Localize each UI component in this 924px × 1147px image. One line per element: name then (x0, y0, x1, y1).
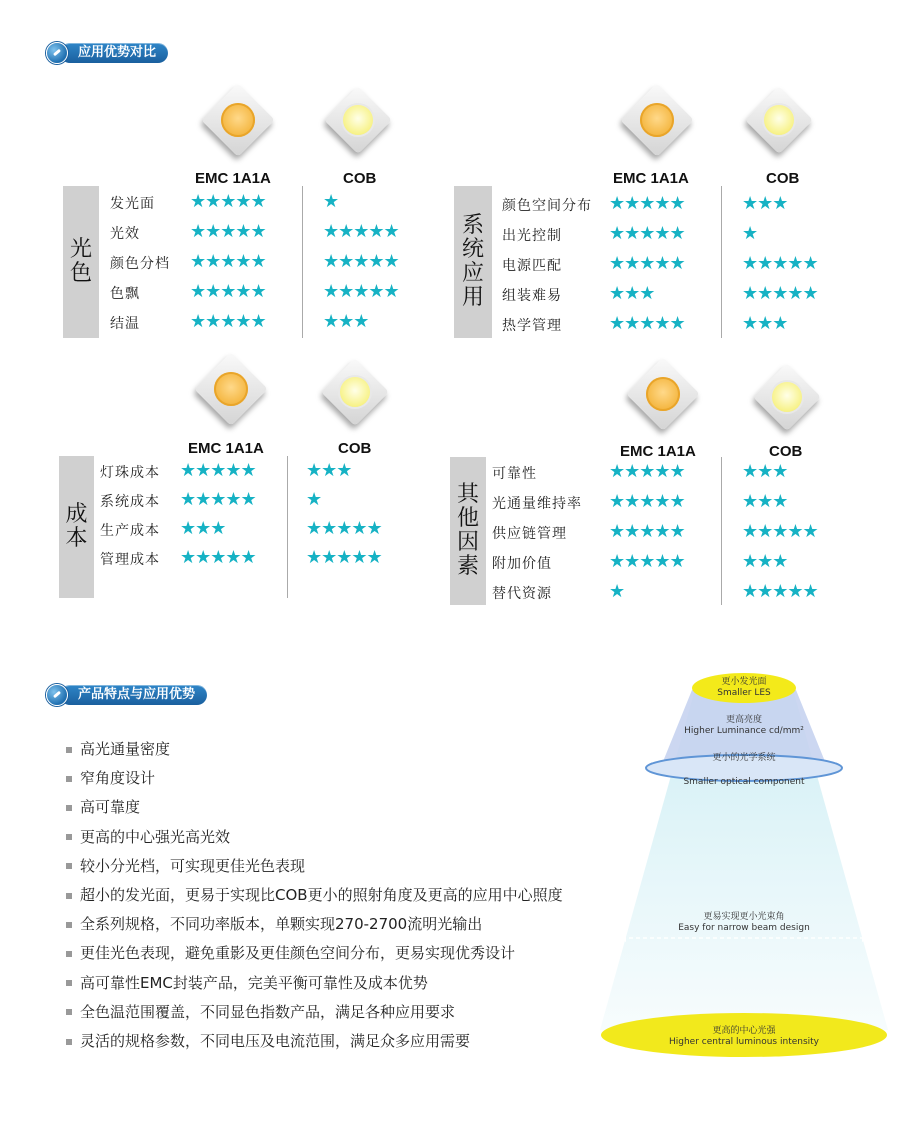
cob-rating-stars: ★★★★★ (742, 581, 818, 602)
bullet-square-icon (66, 922, 72, 928)
emc-rating-stars: ★ (609, 581, 625, 602)
cob-rating-stars: ★★★★★ (306, 547, 382, 568)
feature-item (66, 1001, 455, 1022)
category-label: 成本 (59, 456, 94, 598)
emc-chip-icon (620, 83, 694, 157)
feature-item (66, 826, 230, 847)
category-label: 系统应用 (454, 186, 492, 338)
emc-rating-stars: ★★★ (609, 283, 655, 304)
beam-diagram (596, 668, 892, 1068)
row-label: 可靠性 (492, 466, 537, 482)
cob-rating-stars: ★★★★★ (742, 253, 818, 274)
bullet-square-icon (66, 893, 72, 899)
emc-chip-icon (201, 83, 275, 157)
feature-text: 高可靠度 (80, 798, 141, 817)
central-intensity-label-en: Higher central luminous intensity (668, 1037, 820, 1047)
emc-rating-stars: ★★★★★ (180, 489, 256, 510)
row-label: 出光控制 (502, 228, 562, 244)
emc-rating-stars: ★★★★★ (190, 281, 266, 302)
row-label: 电源匹配 (502, 258, 562, 274)
optic-label-en: Smaller optical component (683, 777, 805, 787)
cob-rating-stars: ★★★★★ (742, 521, 818, 542)
divider (302, 186, 303, 338)
luminance-label-cn: 更高亮度 (725, 715, 762, 725)
feature-text: 更佳光色表现，避免重影及更佳颜色空间分布，更易实现优秀设计 (80, 944, 516, 963)
bullet-square-icon (66, 1039, 72, 1045)
category-label: 其他因素 (450, 457, 486, 605)
cob-chip-icon (324, 86, 392, 154)
cob-rating-stars: ★★★ (306, 460, 352, 481)
category-label: 光色 (63, 186, 99, 338)
feature-item (66, 884, 563, 905)
cob-rating-stars: ★★★★★ (323, 281, 399, 302)
feature-item (66, 1030, 470, 1051)
row-label: 颜色分档 (110, 256, 170, 272)
bullet-square-icon (66, 776, 72, 782)
bullet-square-icon (66, 805, 72, 811)
emc-rating-stars: ★★★★★ (180, 460, 256, 481)
emc-rating-stars: ★★★★★ (609, 253, 685, 274)
row-label: 供应链管理 (492, 526, 567, 542)
les-label-cn: 更小发光面 (721, 677, 767, 687)
cob-rating-stars: ★★★★★ (306, 518, 382, 539)
feature-item (66, 913, 482, 934)
feature-text: 更高的中心强光高光效 (80, 827, 231, 846)
cob-rating-stars: ★★★ (742, 313, 788, 334)
row-label: 色飘 (110, 286, 140, 302)
row-label: 光通量维持率 (492, 496, 582, 512)
row-label: 生产成本 (100, 523, 160, 539)
cob-rating-stars: ★★★ (323, 311, 369, 332)
section-title: 产品特点与应用优势 (60, 685, 207, 705)
narrow-beam-label-en: Easy for narrow beam design (678, 923, 810, 933)
row-label: 系统成本 (100, 494, 160, 510)
column-header-emc: EMC 1A1A (195, 170, 271, 187)
feature-text: 全系列规格，不同功率版本，单颗实现270-2700流明光输出 (80, 915, 483, 934)
column-header-cob: COB (766, 170, 800, 187)
optic-label-cn: 更小的光学系统 (712, 753, 776, 763)
central-intensity-label (644, 1026, 844, 1048)
cob-rating-stars: ★★★★★ (742, 283, 818, 304)
cob-rating-stars: ★★★ (742, 193, 788, 214)
feature-text: 较小分光档，可实现更佳光色表现 (80, 856, 306, 875)
narrow-beam-label-cn: 更易实现更小光束角 (703, 912, 785, 922)
row-label: 附加价值 (492, 556, 552, 572)
bullet-square-icon (66, 747, 72, 753)
central-intensity-label-cn: 更高的中心光强 (712, 1026, 776, 1036)
emc-rating-stars: ★★★★★ (609, 551, 685, 572)
emc-rating-stars: ★★★★★ (190, 221, 266, 242)
cob-rating-stars: ★★★ (742, 491, 788, 512)
cob-rating-stars: ★ (306, 489, 322, 510)
feature-item (66, 767, 155, 788)
emc-chip-icon (626, 357, 700, 431)
feature-item (66, 796, 140, 817)
feature-text: 高可靠性EMC封装产品，完美平衡可靠性及成本优势 (80, 973, 428, 992)
emc-chip-icon (194, 352, 268, 426)
bullet-square-icon (66, 863, 72, 869)
row-label: 发光面 (110, 196, 155, 212)
column-header-cob: COB (338, 440, 372, 457)
les-label-en: Smaller LES (717, 688, 771, 698)
cob-rating-stars: ★★★ (742, 551, 788, 572)
emc-rating-stars: ★★★★★ (609, 193, 685, 214)
bullet-square-icon (66, 951, 72, 957)
les-label (694, 677, 794, 699)
divider (721, 457, 722, 605)
feature-text: 灵活的规格参数，不同电压及电流范围，满足众多应用需要 (80, 1032, 471, 1050)
pencil-badge-icon (46, 42, 68, 64)
divider (721, 186, 722, 338)
row-label: 光效 (110, 226, 140, 242)
feature-text: 超小的发光面，更易于实现比COB更小的照射角度及更高的应用中心照度 (80, 886, 563, 904)
row-label: 颜色空间分布 (502, 198, 592, 214)
cob-rating-stars: ★★★ (742, 461, 788, 482)
emc-rating-stars: ★★★★★ (190, 251, 266, 272)
column-header-emc: EMC 1A1A (188, 440, 264, 457)
feature-text: 窄角度设计 (80, 769, 156, 788)
cob-chip-icon (321, 358, 389, 426)
bullet-square-icon (66, 1009, 72, 1015)
cob-chip-icon (745, 86, 813, 154)
feature-text: 全色温范围覆盖，不同显色指数产品，满足各种应用要求 (80, 1002, 456, 1021)
cob-rating-stars: ★★★★★ (323, 251, 399, 272)
pencil-badge-icon (46, 684, 68, 706)
luminance-label-en: Higher Luminance cd/mm² (684, 726, 804, 736)
divider (287, 456, 288, 598)
column-header-emc: EMC 1A1A (613, 170, 689, 187)
bullet-square-icon (66, 980, 72, 986)
feature-text: 高光通量密度 (80, 740, 171, 758)
row-label: 管理成本 (100, 552, 160, 568)
emc-rating-stars: ★★★ (180, 518, 226, 539)
row-label: 灯珠成本 (100, 465, 160, 481)
feature-item (66, 738, 170, 759)
cob-chip-icon (753, 363, 821, 431)
emc-rating-stars: ★★★★★ (609, 223, 685, 244)
column-header-cob: COB (343, 170, 377, 187)
narrow-beam-label (644, 912, 844, 934)
emc-rating-stars: ★★★★★ (609, 461, 685, 482)
emc-rating-stars: ★★★★★ (190, 311, 266, 332)
luminance-label (654, 715, 834, 737)
feature-item (66, 972, 428, 993)
section-title: 应用优势对比 (60, 43, 168, 63)
column-header-cob: COB (769, 443, 803, 460)
emc-rating-stars: ★★★★★ (180, 547, 256, 568)
row-label: 结温 (110, 316, 140, 332)
emc-rating-stars: ★★★★★ (609, 521, 685, 542)
emc-rating-stars: ★★★★★ (609, 491, 685, 512)
emc-rating-stars: ★★★★★ (190, 191, 266, 212)
row-label: 热学管理 (502, 318, 562, 334)
emc-rating-stars: ★★★★★ (609, 313, 685, 334)
cob-rating-stars: ★ (742, 223, 758, 244)
row-label: 替代资源 (492, 586, 552, 602)
column-header-emc: EMC 1A1A (620, 443, 696, 460)
cob-rating-stars: ★★★★★ (323, 221, 399, 242)
feature-item (66, 855, 305, 876)
bullet-square-icon (66, 834, 72, 840)
feature-item (66, 942, 515, 963)
row-label: 组装难易 (502, 288, 562, 304)
cob-rating-stars: ★ (323, 191, 339, 212)
